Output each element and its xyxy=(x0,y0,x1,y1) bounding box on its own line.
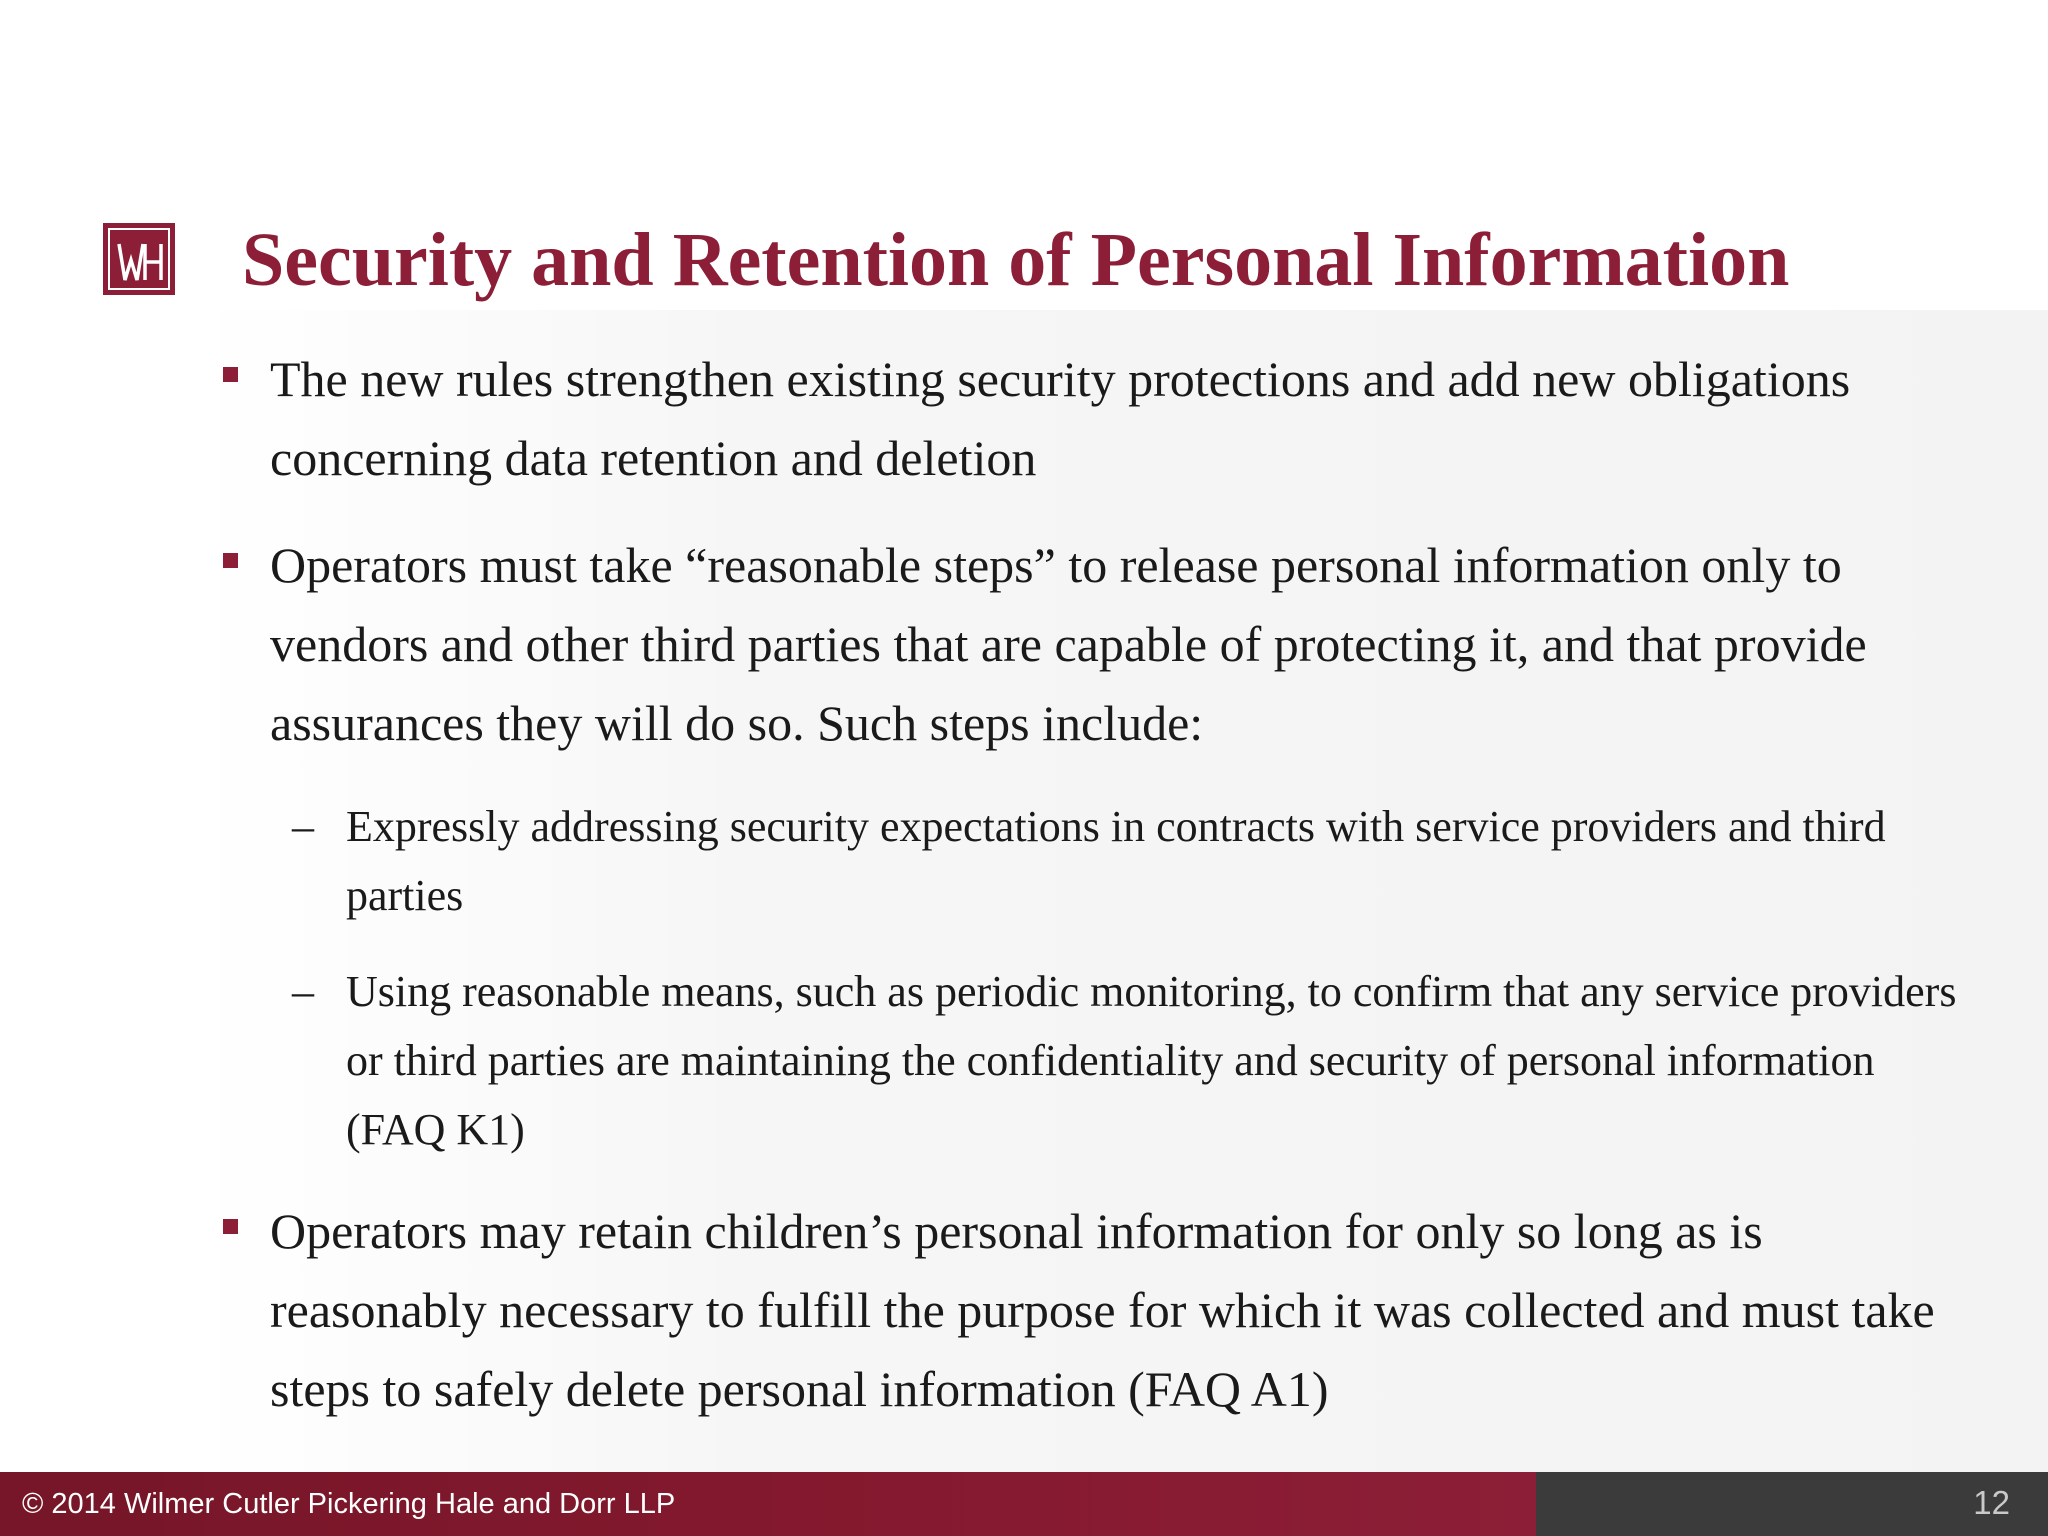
wilmerhale-logo xyxy=(103,223,175,295)
sub-bullet-dash: – xyxy=(292,967,314,1016)
bullet-item xyxy=(270,526,1970,763)
bullet-marker xyxy=(223,553,238,568)
bullet-item xyxy=(270,1192,1970,1429)
logo-monogram-icon xyxy=(117,242,165,282)
sub-bullet-text: Using reasonable means, such as periodic monitoring, to confirm that any service providers or third parties are maintaining the confidentiality and security of personal information (FAQ K1) xyxy=(346,967,1957,1154)
bullet-text: Operators must take “reasonable steps” to release personal information only to vendors and other third parties that are capable of protecting it, and that provide assurances they will do so. Such steps include: xyxy=(270,537,1867,751)
slide-title: Security and Retention of Personal Information xyxy=(242,218,1790,302)
footer-accent-band xyxy=(0,1472,1536,1536)
bullet-text: Operators may retain children’s personal information for only so long as is reasonably necessary to fulfill the purpose for which it was collected and must take steps to safely delete personal information (FAQ A1) xyxy=(270,1203,1935,1417)
footer-bar xyxy=(0,1472,2048,1536)
sub-bullet-text: Expressly addressing security expectations in contracts with service providers and third parties xyxy=(346,802,1886,920)
bullet-marker xyxy=(223,1219,238,1234)
page-number: 12 xyxy=(1973,1484,2010,1521)
bullet-text: The new rules strengthen existing security protections and add new obligations concerning data retention and deletion xyxy=(270,351,1851,486)
bullet-item xyxy=(270,340,1970,498)
sub-bullet-item xyxy=(292,957,1966,1164)
copyright-text: © 2014 Wilmer Cutler Pickering Hale and Dorr LLP xyxy=(22,1488,676,1520)
sub-bullet-item xyxy=(292,792,1966,930)
sub-bullet-dash: – xyxy=(292,802,314,851)
bullet-marker xyxy=(223,367,238,382)
